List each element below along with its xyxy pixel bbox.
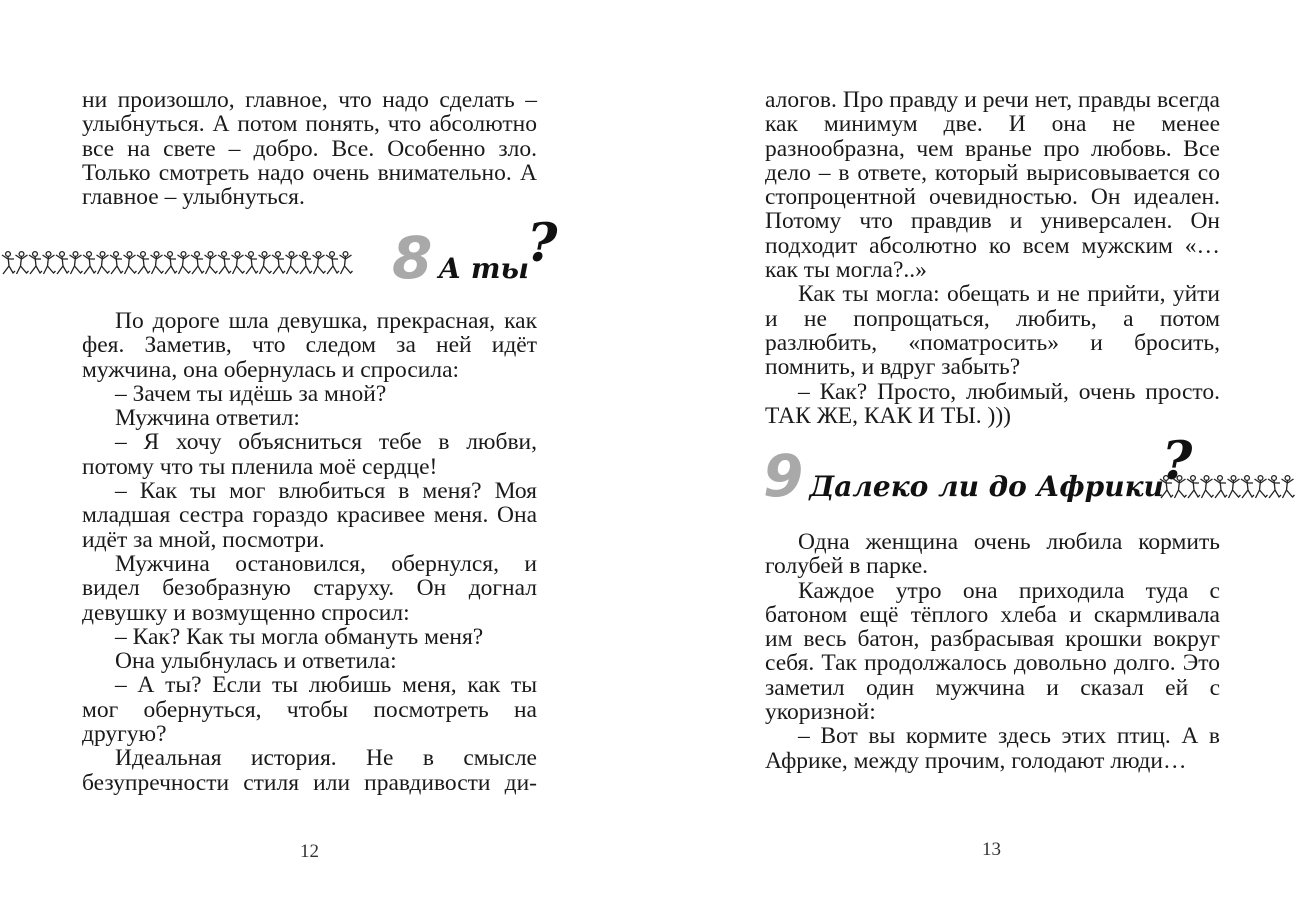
section-title: Далеко ли до Африки: [809, 470, 1164, 503]
dancing-figure: [245, 252, 258, 274]
question-mark-glyph: ?: [1161, 431, 1193, 492]
section-number: 8: [392, 224, 433, 292]
paragraph: – Я хочу объясниться тебе в любви, потому что ты пленила моё сердце!: [82, 429, 537, 480]
paragraph: – Как? Как ты могла обмануть меня?: [115, 623, 484, 650]
paragraph: ни произошло, главное, что надо сделать – улыбнуться. А потом понять, что абсолютно все на свете – добро. Все. Особенно зло. Только смотреть надо очень внимательно. А главное – улыбнуться.: [82, 87, 537, 211]
question-mark-glyph: ?: [527, 213, 558, 274]
dancing-figure: [259, 252, 272, 274]
dancing-figures-ornament-left: [0, 246, 360, 282]
section-title: А ты: [438, 252, 530, 285]
dancing-figure: [29, 252, 42, 274]
dancing-figures-ornament-right: [1158, 470, 1300, 506]
dancing-figure: [1187, 476, 1200, 498]
dancing-figure: [83, 252, 96, 274]
dancing-figure: [272, 252, 285, 274]
dancing-figure: [1255, 476, 1268, 498]
paragraph: – Зачем ты идёшь за мной?: [115, 380, 387, 407]
dancing-figure: [218, 252, 231, 274]
dancing-figure: [191, 252, 204, 274]
dancing-figure: [340, 252, 353, 274]
dancing-figure: [70, 252, 83, 274]
paragraph: алогов. Про правду и речи нет, правды всегда как минимум две. И она не менее разнообразна, чем вранье про любовь. Все дело – в ответе, который вырисовывается со стопроцентной очевидностью. Он идеален. Потому что правдив и универсален. Он подходит абсолютно ко всем мужским «…как ты могла?..»: [765, 87, 1220, 284]
dancing-figure: [110, 252, 123, 274]
continued-text: [765, 88, 1220, 428]
dancing-figure: [1174, 476, 1187, 498]
dancing-figure: [137, 252, 150, 274]
dancing-figure: [1228, 476, 1241, 498]
dancing-figure: [56, 252, 69, 274]
paragraph: – Вот вы кормите здесь этих птиц. А в Африке, между прочим, голодают люди…: [765, 723, 1220, 774]
dancing-figure: [97, 252, 110, 274]
dancing-figure: [299, 252, 312, 274]
dancing-figure: [151, 252, 164, 274]
paragraph: Каждое утро она приходила туда с батоном ещё тёплого хлеба и скармливала им весь батон, разбрасывая крошки вокруг себя. Так продолжалось довольно долго. Это заметил один мужчина и сказал ей с укоризной:: [765, 577, 1220, 726]
dancing-figure: [1282, 476, 1295, 498]
page-number: 12: [300, 841, 319, 862]
section-heading-9: [763, 431, 1193, 510]
paragraph: По дороге шла девушка, прекрасная, как фея. Заметив, что следом за ней идёт мужчина, она обернулась и спросила:: [82, 308, 537, 383]
paragraph: Она улыбнулась и ответила:: [115, 648, 397, 675]
dancing-figure: [16, 252, 29, 274]
dancing-figure: [1268, 476, 1281, 498]
dancing-figure: [2, 252, 15, 274]
page-number: 13: [982, 839, 1001, 860]
dancing-figure: [313, 252, 326, 274]
dancing-figure: [286, 252, 299, 274]
right-page: [650, 0, 1300, 910]
paragraph: Мужчина остановился, обернулся, и видел безобразную старуху. Он догнал девушку и возмущенно спросил:: [82, 550, 537, 626]
dancing-figure: [1160, 476, 1173, 498]
section-heading-8: [392, 213, 558, 292]
intro-text: [82, 88, 537, 209]
paragraph: Идеальная история. Не в смысле безупречности стиля или правдивости ди-: [82, 745, 537, 796]
dancing-figure: [43, 252, 56, 274]
paragraph: Как ты могла: обещать и не прийти, уйти и не попрощаться, любить, а потом разлюбить, «поматросить» и бросить, помнить, и вдруг забыть?: [765, 281, 1220, 381]
paragraph: Одна женщина очень любила кормить голубей в парке.: [765, 529, 1220, 580]
dancing-figure: [1241, 476, 1254, 498]
story-text: [765, 530, 1220, 773]
paragraph: – А ты? Если ты любишь меня, как ты мог обернуться, чтобы посмотреть на другую?: [82, 672, 537, 748]
dancing-figure: [205, 252, 218, 274]
dancing-figure: [1214, 476, 1227, 498]
dancing-figure: [178, 252, 191, 274]
dancing-figure: [164, 252, 177, 274]
paragraph: Мужчина ответил:: [115, 405, 300, 432]
dancing-figure: [326, 252, 339, 274]
dancing-figure: [124, 252, 137, 274]
paragraph: – Как? Просто, любимый, очень просто. ТАК ЖЕ, КАК И ТЫ. ))): [765, 378, 1220, 429]
story-text: [82, 309, 537, 795]
section-number: 9: [763, 442, 804, 510]
paragraph: – Как ты мог влюбиться в меня? Моя младшая сестра гораздо красивее меня. Она идёт за мной, посмотри.: [82, 478, 537, 553]
dancing-figure: [232, 252, 245, 274]
dancing-figure: [1201, 476, 1214, 498]
